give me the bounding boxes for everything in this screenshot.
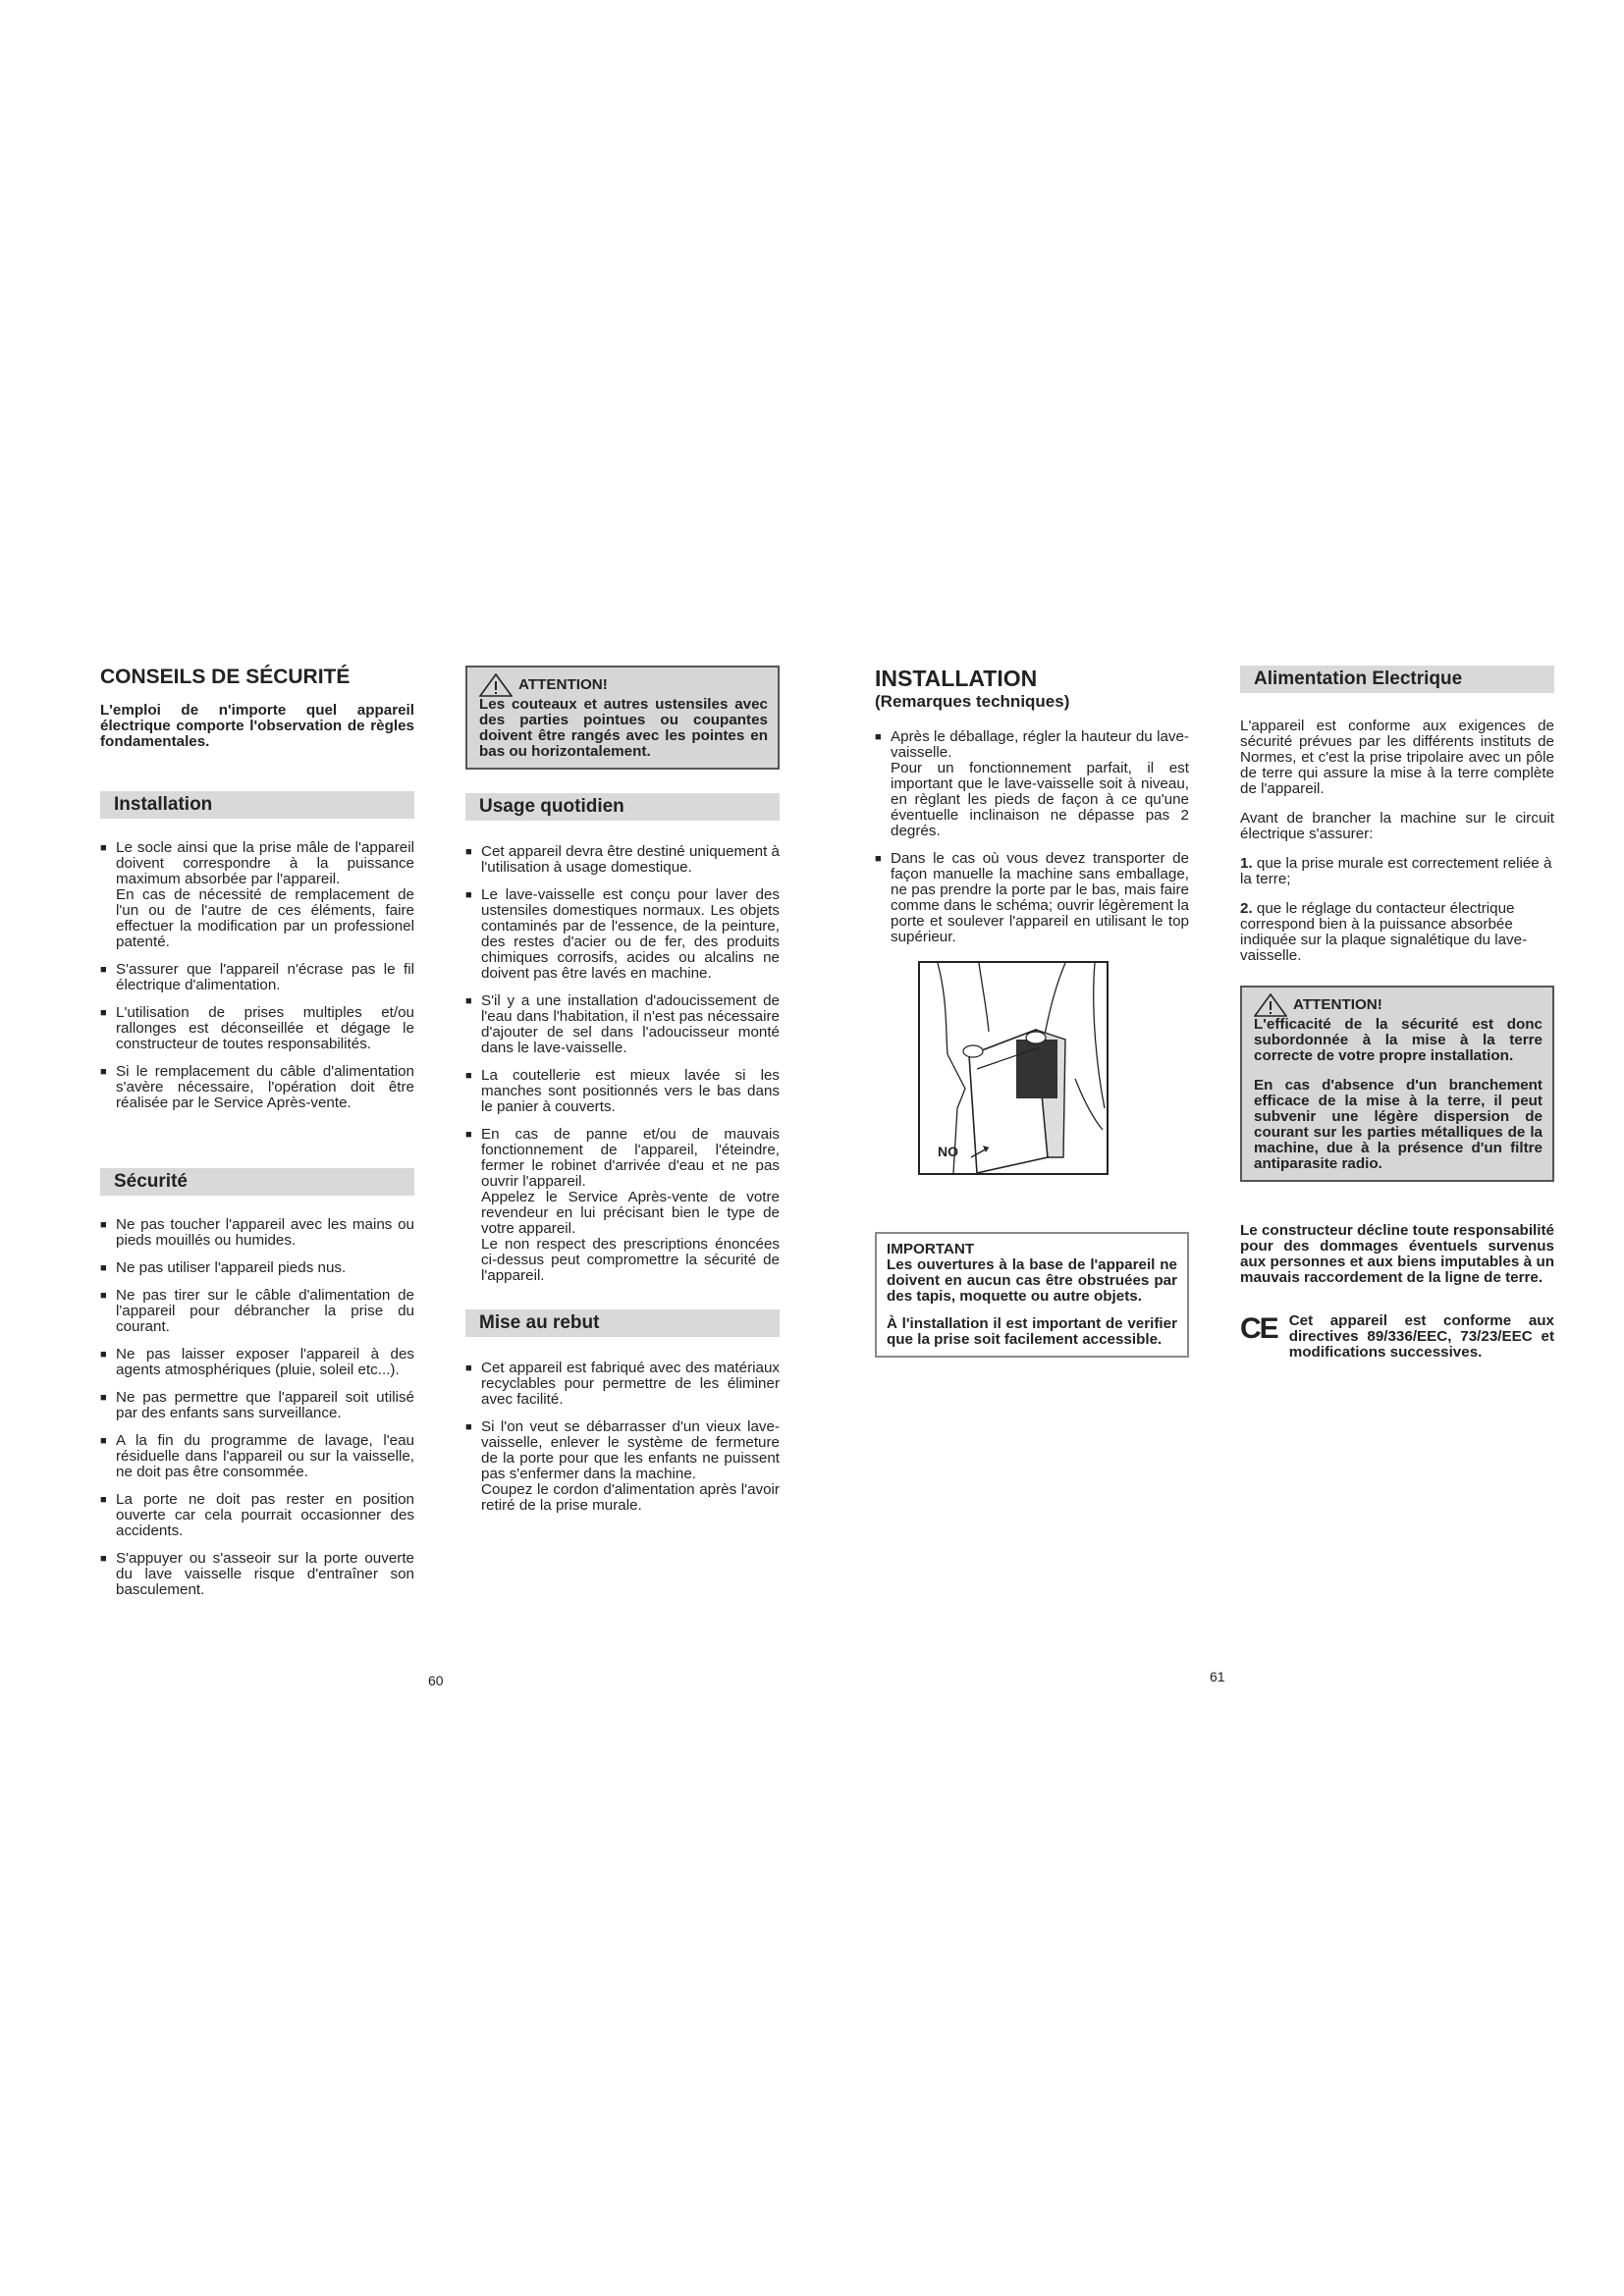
list-item: ■ Dans le cas où vous devez transporter de façon manuelle la machine sans emballage, ne pas prendre la porte par le bas, mais faire comme dans le schéma; ouvrir légèrement la porte et soulever l'appareil en utilisant le top supérieur. (875, 851, 1189, 945)
page-number-right: 61 (1210, 1669, 1225, 1684)
list-item: ■ Le socle ainsi que la prise mâle de l'appareil doivent correspondre à la puissance maximum absorbée par l'appareil. En cas de nécessité de remplacement de l'un ou de l'autre de ces éléments, faire effectuer la modification par un professionel patenté. (100, 840, 414, 950)
list-item: ■ En cas de panne et/ou de mauvais fonctionnement de l'appareil, l'éteindre, fermer le robinet d'arrivée d'eau et ne pas ouvrir l'appareil. Appelez le Service Après-vente de votre revendeur en lui précisant bien le type de votre appareil. Le non respect des prescriptions énoncées ci-dessus peut compromettre la sécurité de l'appareil. (465, 1127, 780, 1284)
attention-text-1: L'efficacité de la sécurité est donc subordonnée à la mise à la terre correcte de votre propre installation. (1254, 1016, 1543, 1064)
usage-list (465, 844, 780, 1284)
page-title: CONSEILS DE SÉCURITÉ (100, 666, 351, 688)
list-item: ■ Ne pas tirer sur le câble d'alimentation de l'appareil pour débrancher la prise du courant. (100, 1288, 414, 1335)
securite-list (100, 1217, 414, 1598)
list-item: ■ La coutellerie est mieux lavée si les manches sont positionnés vers le bas dans le panier à couverts. (465, 1068, 780, 1115)
ce-text: Cet appareil est conforme aux directives 89/336/EEC, 73/23/EEC et modifications successives. (1288, 1312, 1554, 1361)
warning-icon (479, 673, 513, 697)
attention-text-2: En cas d'absence d'un branchement efficace de la mise à la terre, il peut subvenir une légère dispersion de courant sur les parties métalliques de la machine, due à la présence d'un filtre antiparasite radio. (1254, 1077, 1543, 1172)
left-column-2 (465, 666, 780, 1525)
list-item: ■ Si le remplacement du câble d'alimentation s'avère nécessaire, l'opération doit être réalisée par le Service Après-vente. (100, 1064, 414, 1111)
list-item: ■ S'appuyer ou s'asseoir sur la porte ouverte du lave vaisselle risque d'entraîner son basculement. (100, 1551, 414, 1598)
attention-title: ATTENTION! (518, 676, 608, 693)
numbered-item: 1. que la prise murale est correctement reliée à la terre; (1240, 855, 1552, 887)
installation-list (100, 840, 414, 1111)
intro-text: L'emploi de n'importe quel appareil électrique comporte l'observation de règles fondamentales. (100, 702, 414, 750)
securite-heading: Sécurité (100, 1168, 414, 1196)
attention-box (465, 666, 780, 770)
alimentation-numbered-list (1240, 856, 1554, 964)
installation-title: INSTALLATION (875, 666, 1038, 691)
list-item: ■ Ne pas permettre que l'appareil soit utilisé par des enfants sans surveillance. (100, 1390, 414, 1421)
attention-title: ATTENTION! (1293, 996, 1382, 1013)
installation-heading: Installation (100, 791, 414, 819)
installation-subtitle: (Remarques techniques) (875, 692, 1070, 711)
constructeur-text: Le constructeur décline toute responsabilité pour des dommages éventuels survenus aux personnes et aux biens imputables à un mauvais raccordement de la ligne de terre. (1240, 1222, 1554, 1286)
alimentation-para-1: L'appareil est conforme aux exigences de sécurité prévues par les différents instituts de Normes, et c'est la prise tripolaire avec un pôle de terre qui assure la mise à la terre complète de l'appareil. (1240, 718, 1554, 797)
list-item: ■ Après le déballage, régler la hauteur du lave-vaisselle. Pour un fonctionnement parfait, il est important que le lave-vaisselle soit à niveau, en règlant les pieds de façon à ce qu'une éventuelle inclinaison ne dépasse pas 2 degrés. (875, 729, 1189, 839)
rebut-list (465, 1361, 780, 1514)
right-column-1 (875, 666, 1189, 1358)
figure-label-no: NO (938, 1144, 958, 1159)
right-column-2 (1240, 666, 1554, 1361)
ce-block (1240, 1313, 1554, 1361)
list-item: ■ Cet appareil est fabriqué avec des matériaux recyclables pour permettre de les éliminer avec facilité. (465, 1361, 780, 1408)
list-item: ■ Ne pas laisser exposer l'appareil à des agents atmosphériques (pluie, soleil etc...). (100, 1347, 414, 1378)
list-item: ■ Si l'on veut se débarrasser d'un vieux lave-vaisselle, enlever le système de fermeture de la porte pour que les enfants ne puissent pas s'enfermer dans la machine. Coupez le cordon d'alimentation après l'avoir retiré de la prise murale. (465, 1419, 780, 1514)
warning-icon (1254, 993, 1287, 1017)
important-title: IMPORTANT (887, 1241, 975, 1257)
list-item: ■ S'assurer que l'appareil n'écrase pas le fil électrique d'alimentation. (100, 962, 414, 993)
page-number-left: 60 (428, 1673, 444, 1688)
list-item: ■ Cet appareil devra être destiné uniquement à l'utilisation à usage domestique. (465, 844, 780, 876)
important-text-2: À l'installation il est important de verifier que la prise soit facilement accessible. (887, 1315, 1177, 1348)
alimentation-para-2: Avant de brancher la machine sur le circuit électrique s'assurer: (1240, 810, 1554, 842)
important-box (875, 1232, 1189, 1358)
rebut-heading: Mise au rebut (465, 1309, 780, 1337)
important-text-1: Les ouvertures à la base de l'appareil ne doivent en aucun cas être obstruées par des tapis, moquette ou autre objets. (887, 1256, 1177, 1305)
attention-box-electric (1240, 986, 1554, 1182)
transport-illustration (918, 961, 1109, 1175)
ce-mark-icon: CE (1240, 1312, 1277, 1345)
list-item: ■ S'il y a une installation d'adoucissement de l'eau dans l'habitation, il n'est pas nécessaire d'ajouter de sel dans l'adoucisseur monté dans le lave-vaisselle. (465, 993, 780, 1056)
list-item: ■ L'utilisation de prises multiples et/ou rallonges est déconseillée et dégage le constructeur de toutes responsabilités. (100, 1005, 414, 1052)
alimentation-heading: Alimentation Electrique (1240, 666, 1554, 693)
list-item: ■ Le lave-vaisselle est conçu pour laver des ustensiles domestiques normaux. Les objets contaminés par de l'essence, de la peinture, des restes d'acier ou de fer, des produits chimiques corrosifs, acides ou alcalins ne doivent pas être lavés en machine. (465, 887, 780, 982)
list-item: ■ A la fin du programme de lavage, l'eau résiduelle dans l'appareil ou sur la vaisselle, ne doit pas être consommée. (100, 1433, 414, 1480)
usage-heading: Usage quotidien (465, 793, 780, 821)
attention-text: Les couteaux et autres ustensiles avec des parties pointues ou coupantes doivent être rangés avec les pointes en bas ou horizontalement. (479, 696, 768, 760)
list-item: ■ Ne pas toucher l'appareil avec les mains ou pieds mouillés ou humides. (100, 1217, 414, 1249)
left-column-1 (100, 666, 414, 1610)
numbered-item: 2. que le réglage du contacteur électrique correspond bien à la puissance absorbée indiquée sur la plaque signalétique du lave-vaisselle. (1240, 900, 1528, 964)
list-item: ■ Ne pas utiliser l'appareil pieds nus. (100, 1260, 414, 1276)
list-item: ■ La porte ne doit pas rester en position ouverte car cela pourrait occasionner des accidents. (100, 1492, 414, 1539)
installation-tech-list (875, 729, 1189, 945)
